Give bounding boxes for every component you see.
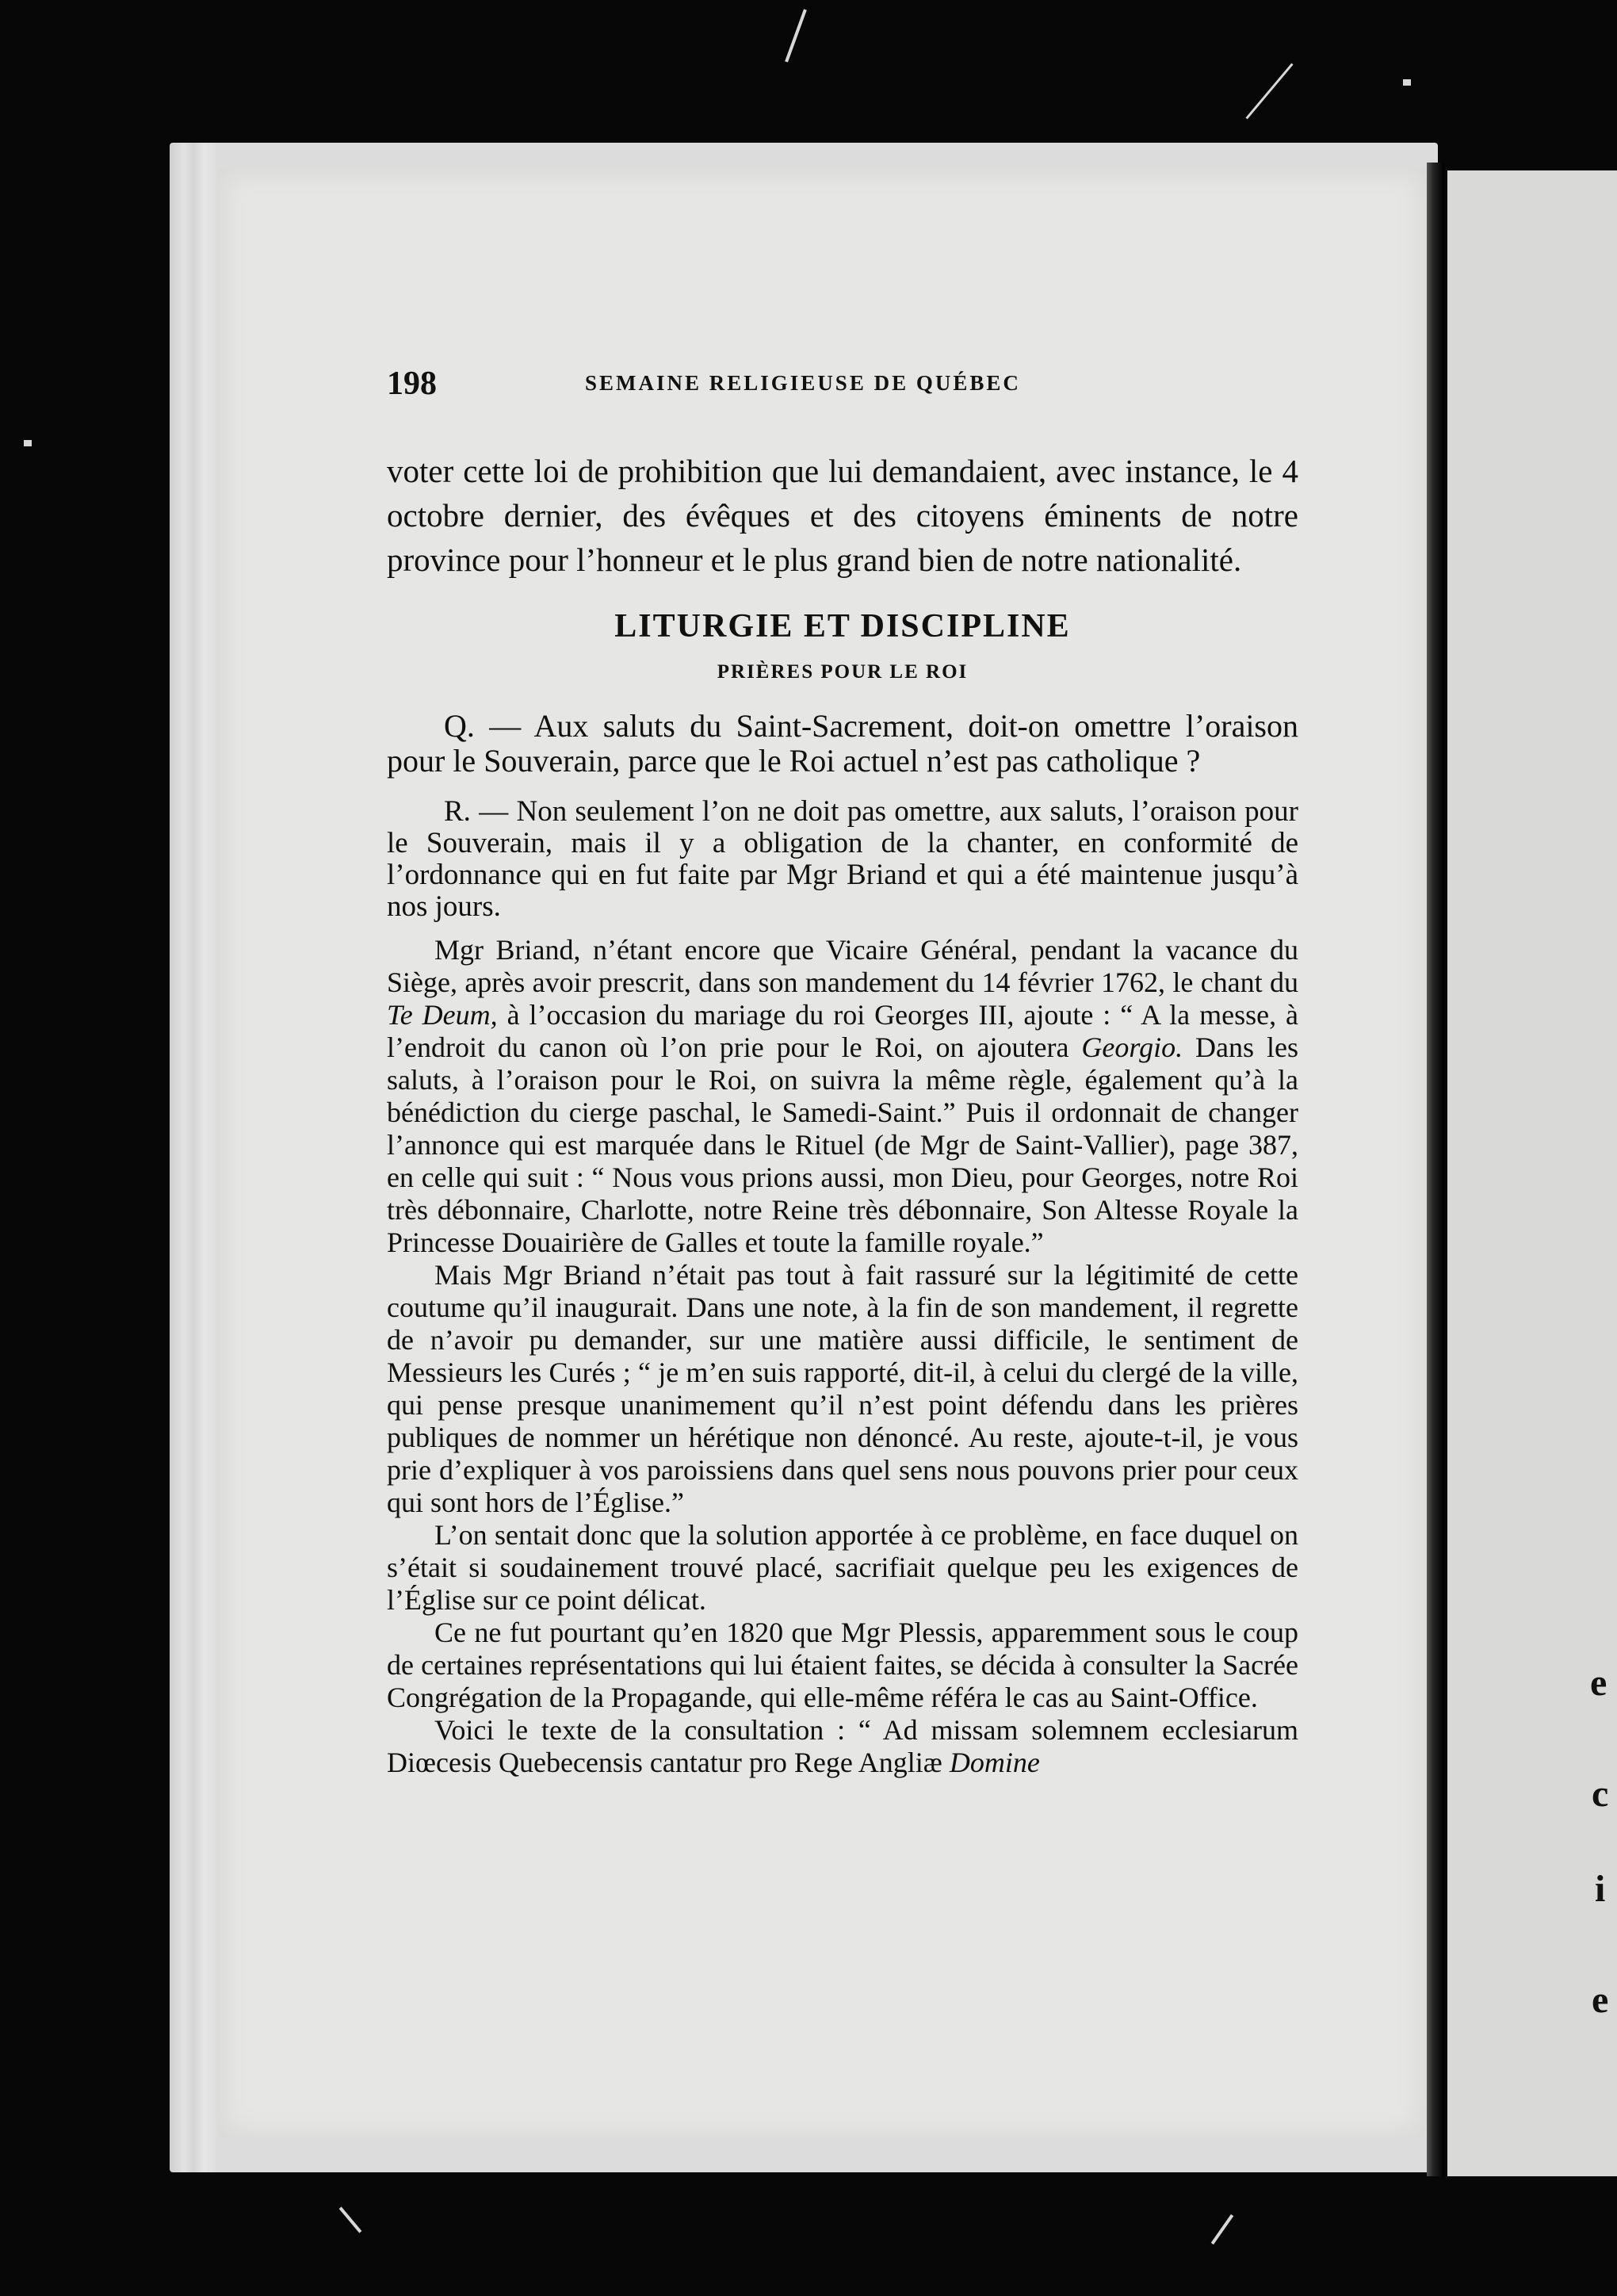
italic-run: Domine bbox=[949, 1747, 1040, 1778]
scan-speck bbox=[1211, 2214, 1234, 2244]
scan-speck bbox=[339, 2206, 362, 2233]
body-paragraph-plessis: Ce ne fut pourtant qu’en 1820 que Mgr Plessis, apparemment sous le coup de certaines représentations qui lui étaient faites, se décida à consulter la Sacrée Congrégation de la Propagande, qui elle-même référa le cas au Saint-Office. bbox=[387, 1617, 1298, 1713]
italic-run: Georgio. bbox=[1081, 1031, 1183, 1063]
text-run: à l’occasion du mariage du roi Georges III, ajoute : “ A la messe, à l’endroit du canon où l’on prie pour le Roi, on ajoutera bbox=[387, 999, 1299, 1063]
gutter-shadow bbox=[1427, 163, 1444, 2176]
facing-page-fragment: e bbox=[1590, 1662, 1607, 1704]
body-paragraph-solution: L’on sentait donc que la solution apportée à ce problème, en face duquel on s’était si soudainement trouvé placé, sacrifiait quelque peu les exigences de l’Église sur ce point délicat. bbox=[387, 1519, 1298, 1616]
scan-speck bbox=[1245, 63, 1293, 120]
running-head: SEMAINE RELIGIEUSE DE QUÉBEC bbox=[585, 371, 1021, 395]
facing-page bbox=[1447, 170, 1617, 2176]
intro-block bbox=[387, 449, 1298, 582]
scan-speck bbox=[1403, 79, 1411, 86]
body-paragraph-briand bbox=[387, 934, 1298, 1259]
facing-page-fragment: i bbox=[1595, 1868, 1606, 1910]
body-paragraph-legitimite: Mais Mgr Briand n’était pas tout à fait rassuré sur la légitimité de cette coutume qu’il inaugurait. Dans une note, à la fin de son mandement, il regrette de n’avoir pu demander, sur une matière aussi difficile, le sentiment de Messieurs les Curés ; “ je m’en suis rapporté, dit-il, à celui du clergé de la ville, qui pense presque unanimement qu’il n’est point défendu dans les prières publiques de nommer un hérétique non dénoncé. Au reste, ajoute-t-il, je vous prie d’expliquer à vos paroissiens dans quel sens nous pouvons prier pour ceux qui sont hors de l’Église.” bbox=[387, 1259, 1298, 1518]
scan-speck bbox=[785, 9, 807, 62]
section-subtitle: PRIÈRES POUR LE ROI bbox=[717, 661, 969, 683]
section-title: LITURGIE ET DISCIPLINE bbox=[614, 608, 1071, 645]
text-run: Mgr Briand, n’étant encore que Vicaire Général, pendant la vacance du Siège, après avoir prescrit, dans son mandement du 14 février 1762, le chant du bbox=[387, 934, 1298, 998]
answer-paragraph: R. — Non seulement l’on ne doit pas omettre, aux saluts, l’oraison pour le Souverain, mais il y a obligation de la chanter, en conformité de l’ordonnance qui en fut faite par Mgr Briand et qui a été maintenue jusqu’à nos jours. bbox=[387, 795, 1298, 923]
facing-page-fragment: e bbox=[1592, 1979, 1609, 2021]
italic-run: Te Deum, bbox=[387, 999, 498, 1031]
page-number: 198 bbox=[387, 365, 437, 402]
facing-page-fragment: c bbox=[1592, 1773, 1609, 1815]
page-body bbox=[387, 449, 1298, 1779]
text-run: Voici le texte de la consultation : “ Ad missam solemnem ecclesiarum Diœcesis Quebecensis cantatur pro Rege Angliæ bbox=[387, 1714, 1298, 1778]
page-header bbox=[387, 365, 1298, 412]
intro-paragraph: voter cette loi de prohibition que lui demandaient, avec instance, le 4 octobre dernier, des évêques et des citoyens éminents de notre province pour l’honneur et le plus grand bien de notre nationalité. bbox=[387, 453, 1298, 578]
text-run: Dans les saluts, à l’oraison pour le Roi, on suivra la même règle, également qu’à la bénédiction du cierge paschal, le Samedi-Saint.” Puis il ordonnait de changer l’annonce qui est marquée dans le Rituel (de Mgr de Saint-Vallier), page 387, en celle qui suit : “ Nous vous prions aussi, mon Dieu, pour Georges, notre Roi très débonnaire, Charlotte, notre Reine très débonnaire, Son Altesse Royale la Princesse Douairière de Galles et toute la famille royale.” bbox=[387, 1031, 1298, 1258]
question-paragraph: Q. — Aux saluts du Saint-Sacrement, doit-on omettre l’oraison pour le Souverain, parce que le Roi actuel n’est pas catholique ? bbox=[387, 708, 1298, 779]
scan-speck bbox=[24, 440, 32, 446]
body-paragraph-consultation bbox=[387, 1714, 1298, 1779]
